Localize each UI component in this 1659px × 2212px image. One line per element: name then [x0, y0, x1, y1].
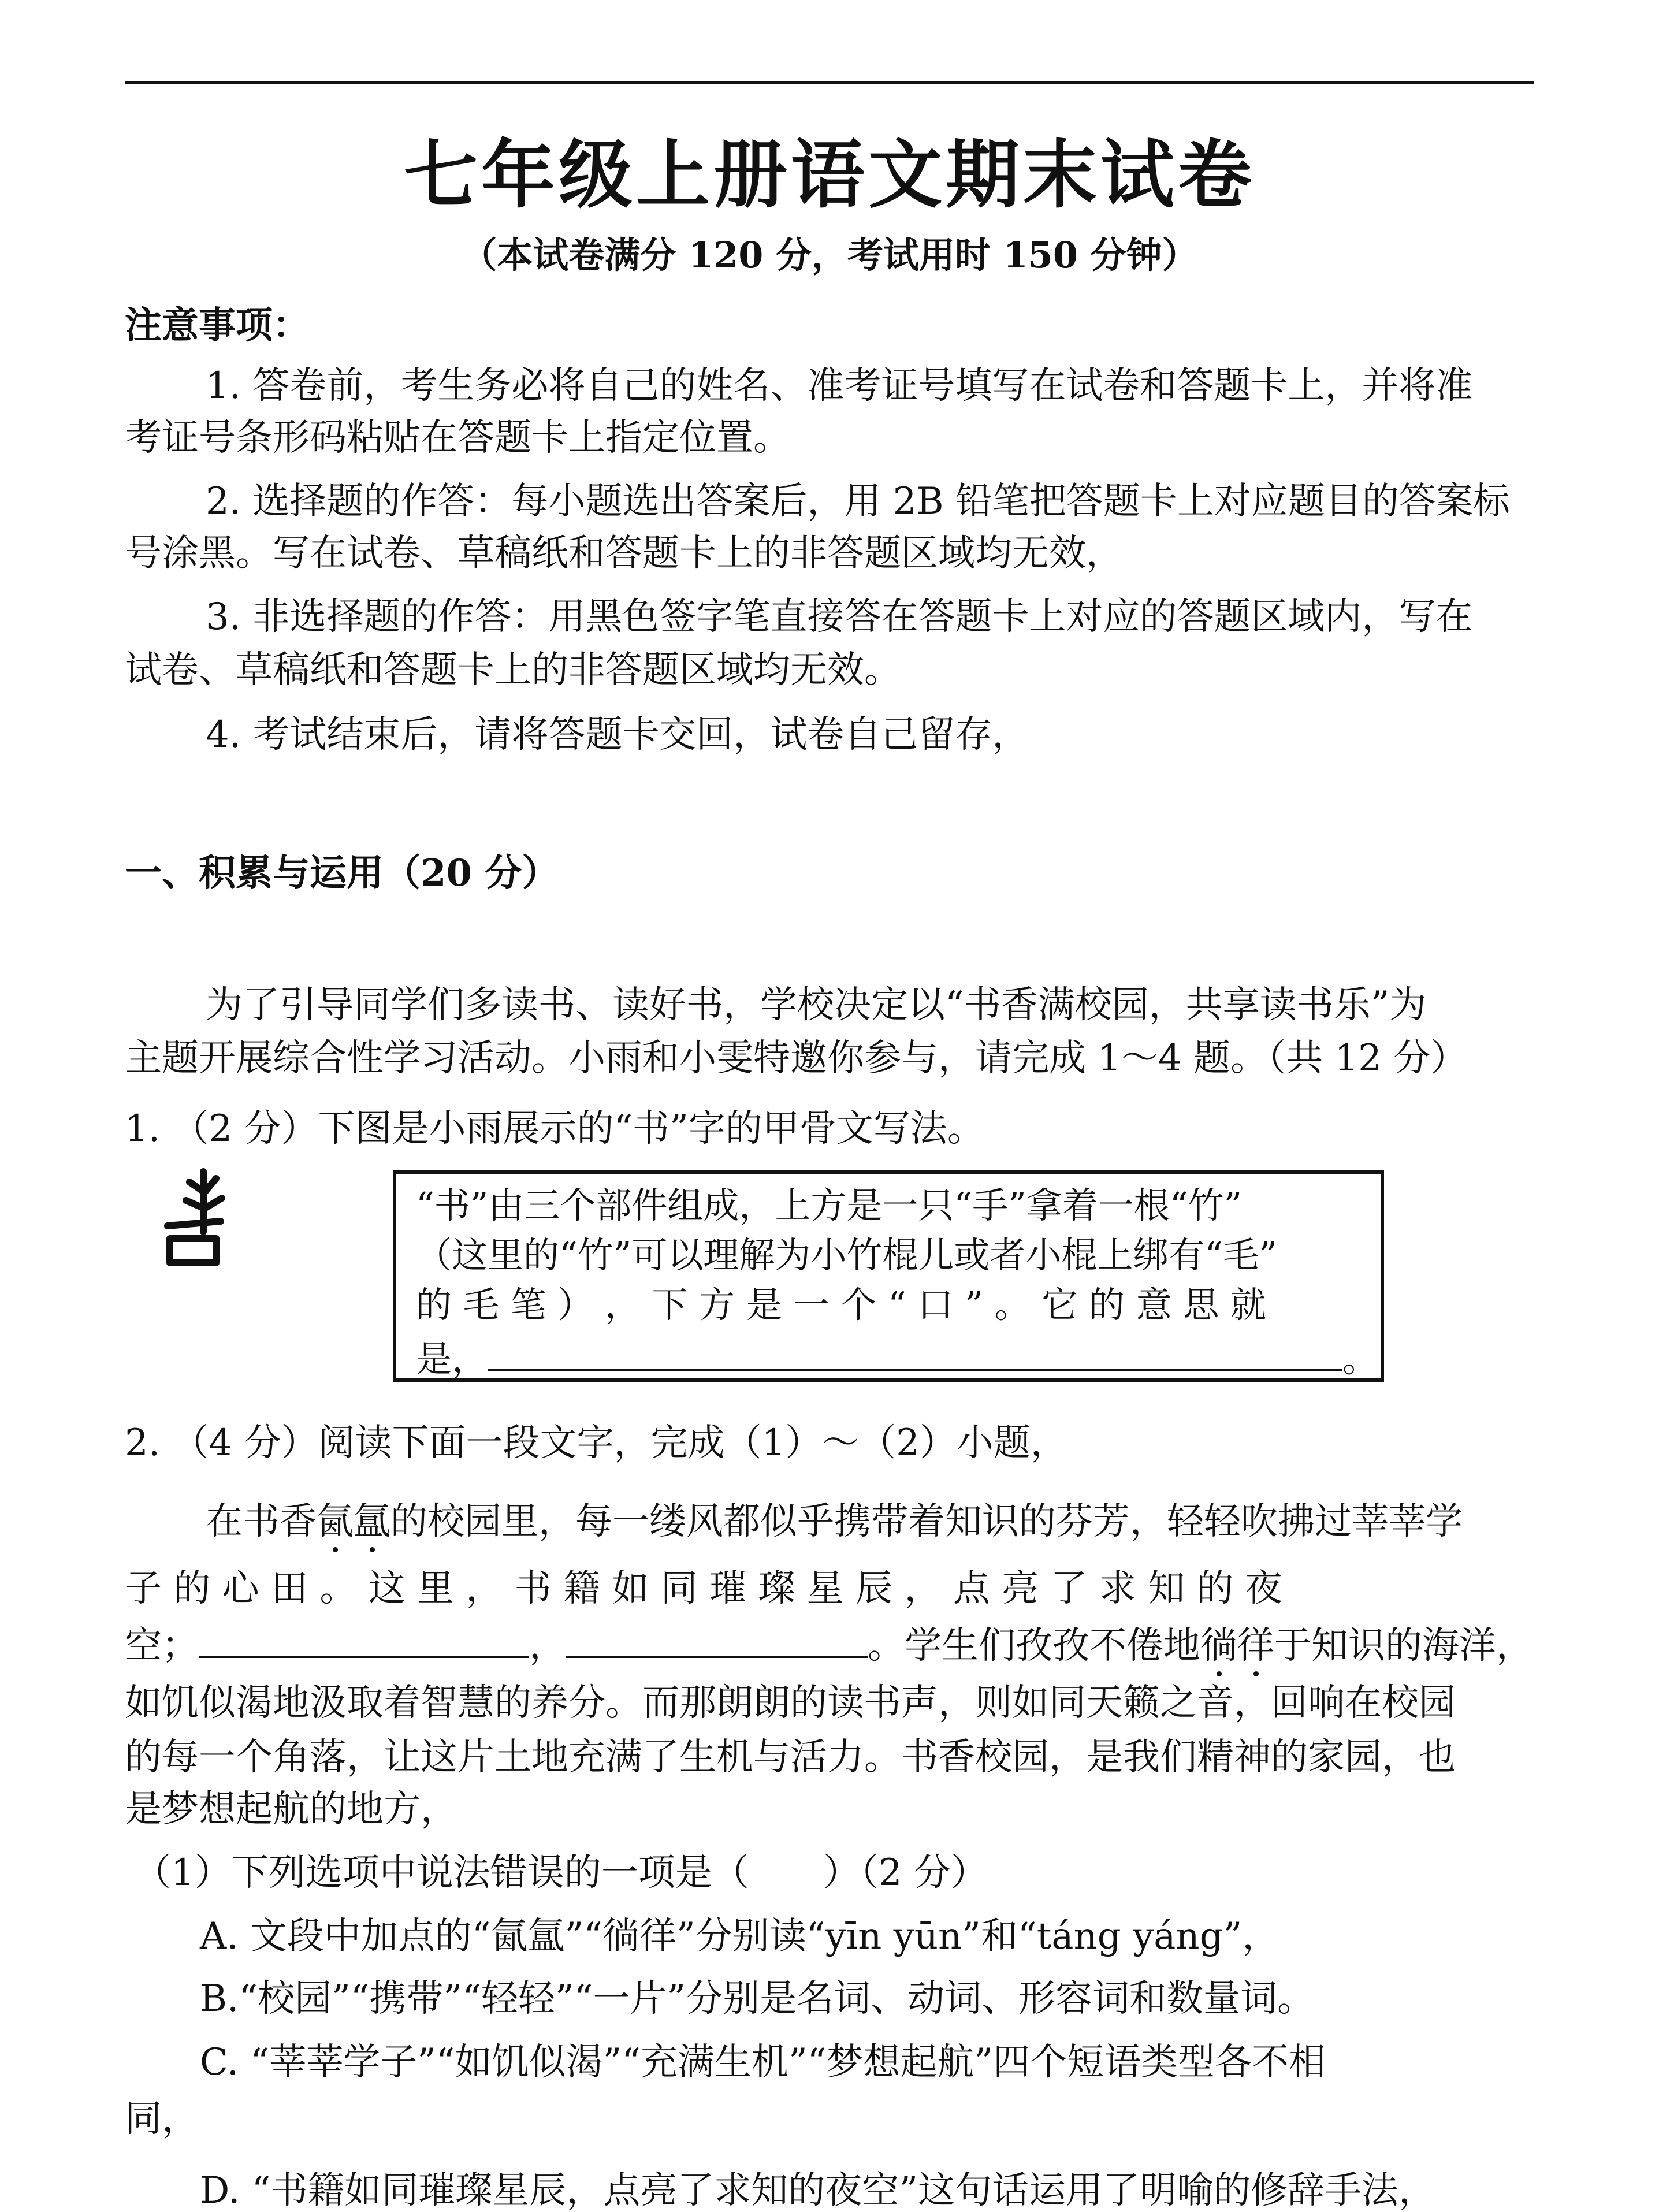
notice-line: 1. 答卷前，考生务必将自己的姓名、准考证号填写在试卷和答题卡上，并将准 [206, 365, 1473, 407]
top-rule [125, 81, 1534, 84]
question-1-stem: 1. （2 分）下图是小雨展示的“书”字的甲骨文写法。 [125, 1107, 984, 1150]
section-heading: 一、积累与运用（20 分） [125, 852, 559, 895]
notice-line: 号涂黑。写在试卷、草稿纸和答题卡上的非答题区域均无效， [125, 532, 1123, 575]
fill-blank-1[interactable] [199, 1623, 529, 1658]
option-c[interactable]: C. “莘莘学子”“如饥似渴”“充满生机”“梦想起航”四个短语类型各不相 [200, 2041, 1326, 2084]
passage-line: 的每一个角落，让这片土地充满了生机与活力。书香校园，是我们精神的家园，也 [125, 1736, 1456, 1779]
answer-suffix: 。 [1342, 1338, 1379, 1380]
passage-line: 如饥似渴地汲取着智慧的养分。而那朗朗的读书声，则如同天籁之音，回响在校园 [125, 1682, 1456, 1724]
dotted-char: 徉 [1237, 1624, 1274, 1667]
page-title: 七年级上册语文期末试卷 [403, 132, 1255, 218]
passage-line: 是梦想起航的地方， [125, 1788, 457, 1831]
answer-prefix: 是， [416, 1338, 488, 1380]
box-line: 的 毛 笔 ） ， 下 方 是 一 个 “ 口 ” 。 它 的 意 思 就 [416, 1284, 1267, 1326]
oracle-bone-shu-glyph-icon [156, 1167, 231, 1271]
intro-line: 主题开展综合性学习活动。小雨和小雯特邀你参与，请完成 1～4 题。（共 12 分） [125, 1037, 1468, 1080]
option-d[interactable]: D. “书籍如同璀璨星辰，点亮了求知的夜空”这句话运用了明喻的修辞手法， [200, 2169, 1436, 2212]
notice-line: 3. 非选择题的作答：用黑色签字笔直接答在答题卡上对应的答题区域内，写在 [206, 596, 1473, 638]
notice-line: 试卷、草稿纸和答题卡上的非答题区域均无效。 [125, 649, 901, 692]
sub-question-1: （1）下列选项中说法错误的一项是（ ）（2 分） [134, 1852, 988, 1894]
question-2-stem: 2. （4 分）阅读下面一段文字，完成（1）～（2）小题， [125, 1422, 1067, 1464]
passage-line: 在书香氤氲的校园里，每一缕风都似乎携带着知识的芬芳，轻轻吹拂过莘莘学 [206, 1500, 1463, 1543]
dotted-char: 氤 [317, 1500, 354, 1543]
box-line-answer [416, 1337, 1379, 1380]
notice-heading: 注意事项： [125, 304, 310, 347]
option-c-continued: 同， [125, 2098, 199, 2140]
passage-line: 空； ， 。学生们孜孜不倦地徜徉于知识的海洋， [125, 1624, 1533, 1667]
dotted-char: 徜 [1200, 1624, 1237, 1667]
box-line: “书”由三个部件组成，上方是一只“手”拿着一根“竹” [416, 1184, 1243, 1226]
option-a[interactable]: A. 文段中加点的“氤氲”“徜徉”分别读“yīn yūn”和“táng yáng”， [200, 1915, 1279, 1958]
fill-blank-2[interactable] [566, 1623, 868, 1658]
intro-line: 为了引导同学们多读书、读好书，学校决定以“书香满校园，共享读书乐”为 [206, 984, 1427, 1027]
option-b[interactable]: B.“校园”“携带”“轻轻”“一片”分别是名词、动词、形容词和数量词。 [200, 1977, 1315, 2020]
passage-line: 子 的 心 田 。 这 里 ， 书 籍 如 同 璀 璨 星 辰 ， 点 亮 了 求 知 的 夜 [125, 1567, 1282, 1610]
notice-line: 2. 选择题的作答：每小题选出答案后，用 2B 铅笔把答题卡上对应题目的答案标 [206, 480, 1510, 523]
notice-line: 考证号条形码粘贴在答题卡上指定位置。 [125, 417, 790, 459]
question-1-box [393, 1170, 1384, 1382]
box-line: （这里的“竹”可以理解为小竹棍儿或者小棍上绑有“毛” [416, 1234, 1277, 1276]
answer-blank[interactable] [488, 1337, 1342, 1371]
notice-line: 4. 考试结束后，请将答题卡交回，试卷自己留存， [206, 713, 1029, 756]
exam-info: （本试卷满分 120 分，考试用时 150 分钟） [461, 234, 1198, 276]
dotted-char: 氲 [354, 1500, 390, 1543]
